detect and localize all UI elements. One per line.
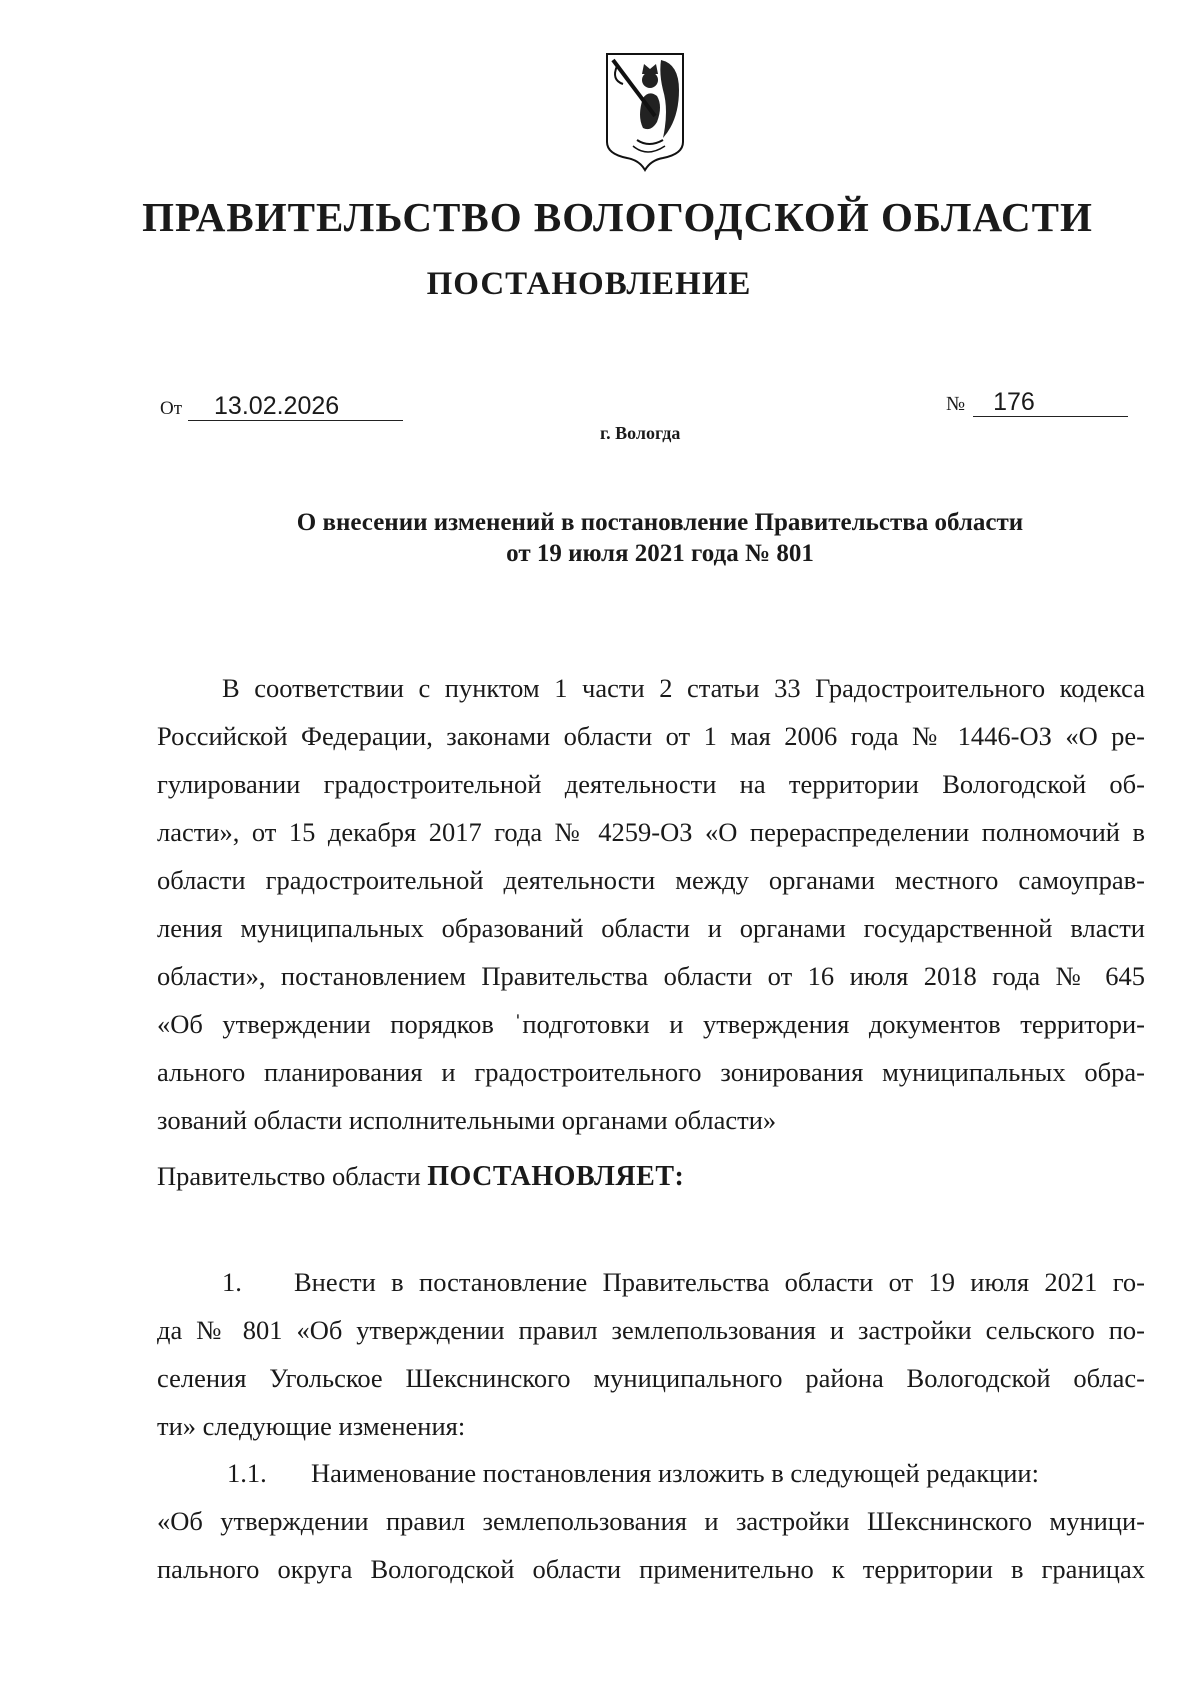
city-label: г. Вологда: [600, 423, 681, 443]
text-line: [157, 1258, 1145, 1306]
text-line: «Об утверждении порядков ˈподготовки и утверждения документов территори-: [157, 1009, 1145, 1039]
item-text: Наименование постановления изложить в следующей редакции:: [311, 1458, 1039, 1488]
text-line: ласти», от 15 декабря 2017 года № 4259-ОЗ «О перераспределении полномочий в: [157, 817, 1145, 847]
text-line: гулировании градостроительной деятельности на территории Вологодской об-: [157, 769, 1145, 799]
decree-statement: [157, 1152, 684, 1201]
text-line: Российской Федерации, законами области от 1 мая 2006 года № 1446-ОЗ «О ре-: [157, 721, 1145, 751]
text-line: В соответствии с пунктом 1 части 2 статьи 33 Градостроительного кодекса: [222, 673, 1145, 703]
text-line: пального округа Вологодской области применительно к территории в границах: [157, 1554, 1145, 1584]
text-line: области», постановлением Правительства области от 16 июля 2018 года № 645: [157, 961, 1145, 991]
subject-line: О внесении изменений в постановление Правительства области: [296, 509, 1024, 536]
decree-prefix: Правительство области: [157, 1161, 421, 1191]
text-line: селения Угольское Шекснинского муниципального района Вологодской облас-: [157, 1363, 1145, 1393]
decree-verb: ПОСТАНОВЛЯЕТ:: [427, 1161, 685, 1192]
text-line: «Об утверждении правил землепользования и застройки Шекснинского муници-: [157, 1506, 1145, 1536]
document-type: ПОСТАНОВЛЕНИЕ: [426, 266, 752, 302]
item-number: 1.: [222, 1267, 242, 1297]
date-prefix: От: [160, 398, 183, 419]
text-line: [157, 1449, 1145, 1497]
item-text: Внести в постановление Правительства области от 19 июля 2021 го-: [294, 1267, 1145, 1297]
text-line: зований области исполнительными органами области»: [157, 1105, 777, 1135]
item-1: [157, 1258, 1145, 1450]
item-1-1: [157, 1449, 1145, 1593]
text-line: области градостроительной деятельности между органами местного самоуправ-: [157, 865, 1145, 895]
item-number: 1.1.: [227, 1458, 267, 1488]
number-field: [946, 388, 1128, 417]
text-line: ального планирования и градостроительного зонирования муниципальных обра-: [157, 1057, 1145, 1087]
text-line: ти» следующие изменения:: [157, 1411, 466, 1441]
number-value: 176: [973, 388, 1128, 417]
preamble-paragraph: [157, 664, 1145, 1144]
text-line: да № 801 «Об утверждении правил землепользования и застройки сельского по-: [157, 1315, 1145, 1345]
vologda-coat-of-arms-icon: [603, 50, 687, 172]
text-line: ления муниципальных образований области и органами государственной власти: [157, 913, 1145, 943]
number-prefix: №: [946, 393, 966, 415]
date-field: [160, 392, 403, 421]
date-value: 13.02.2026: [188, 392, 403, 421]
document-subject: [225, 507, 1095, 569]
subject-line: от 19 июля 2021 года № 801: [506, 540, 814, 567]
government-title: ПРАВИТЕЛЬСТВО ВОЛОГОДСКОЙ ОБЛАСТИ: [142, 194, 1093, 240]
